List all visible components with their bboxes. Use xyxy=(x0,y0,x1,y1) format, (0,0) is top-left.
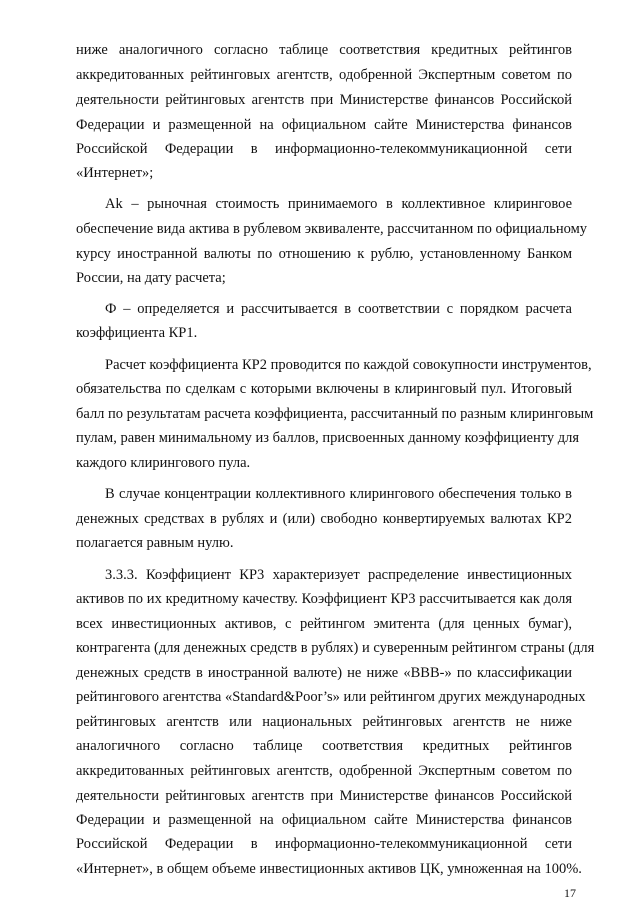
ak-definition-line xyxy=(105,194,572,214)
text-line-1: ниже аналогичного согласно таблице соответствия кредитных рейтингов xyxy=(76,42,572,58)
text-line-20: полагается равным нулю. xyxy=(76,535,234,551)
text-line-32: Российской Федерации в информационно-телекоммуникационной сети xyxy=(76,836,572,852)
text-line-2: аккредитованных рейтинговых агентств, одобренной Экспертным советом по xyxy=(76,67,572,83)
text-line-11: Ф – определяется и рассчитывается в соответствии с порядком расчета xyxy=(105,301,572,317)
text-line-5: Российской Федерации в информационно-телекоммуникационной сети xyxy=(76,141,572,157)
text-line-26: рейтингового агентства «Standard&Poor’s» или рейтингом других международных xyxy=(76,689,586,705)
text-line-8: обеспечение вида актива в рублевом эквиваленте, рассчитанном по официальному xyxy=(76,221,587,237)
text-line-21: 3.3.3. Коэффициент КР3 характеризует распределение инвестиционных xyxy=(105,567,572,583)
text-line-28: аналогичного согласно таблице соответствия кредитных рейтингов xyxy=(76,738,572,754)
text-line-16: пулам, равен минимальному из баллов, присвоенных данному коэффициенту для xyxy=(76,430,580,446)
text-line-33: «Интернет», в общем объеме инвестиционных активов ЦК, умноженная на 100%. xyxy=(76,861,582,877)
text-line-24: контрагента (для денежных средств в рублях) и суверенным рейтингом страны (для xyxy=(76,640,595,656)
text-line-27: рейтинговых агентств или национальных рейтинговых агентств не ниже xyxy=(76,714,572,730)
text-line-17: каждого клирингового пула. xyxy=(76,455,251,471)
text-line-18: В случае концентрации коллективного клирингового обеспечения только в xyxy=(105,486,572,502)
text-line-9: курсу иностранной валюты по отношению к рублю, установленному Банком xyxy=(76,246,572,262)
text-line-6: «Интернет»; xyxy=(76,165,154,181)
text-line-23: всех инвестиционных активов, с рейтингом эмитента (для ценных бумаг), xyxy=(76,616,572,632)
text-line-4: Федерации и размещенной на официальном сайте Министерства финансов xyxy=(76,117,572,133)
ak-symbol xyxy=(105,196,123,212)
text-line-25: денежных средств в иностранной валюте) не ниже «BBB-» по классификации xyxy=(76,665,572,681)
ak-subscript: k xyxy=(115,196,123,212)
text-line-12: коэффициента КР1. xyxy=(76,325,198,341)
page-number: 17 xyxy=(564,886,576,900)
ak-letter: A xyxy=(105,196,116,212)
text-line-15: балл по результатам расчета коэффициента, рассчитанный по разным клиринговым xyxy=(76,406,594,422)
ak-definition-text: – рыночная стоимость принимаемого в коллективное клиринговое xyxy=(122,196,572,212)
text-line-29: аккредитованных рейтинговых агентств, одобренной Экспертным советом по xyxy=(76,763,572,779)
text-line-3: деятельности рейтинговых агентств при Министерстве финансов Российской xyxy=(76,92,572,108)
text-line-19: денежных средствах в рублях и (или) свободно конвертируемых валютах КР2 xyxy=(76,511,572,527)
text-line-30: деятельности рейтинговых агентств при Министерстве финансов Российской xyxy=(76,788,572,804)
text-line-31: Федерации и размещенной на официальном сайте Министерства финансов xyxy=(76,812,572,828)
text-line-10: России, на дату расчета; xyxy=(76,270,226,286)
text-line-13: Расчет коэффициента КР2 проводится по каждой совокупности инструментов, xyxy=(105,357,592,373)
text-line-14: обязательства по сделкам с которыми включены в клиринговый пул. Итоговый xyxy=(76,381,572,397)
text-line-22: активов по их кредитному качеству. Коэффициент КР3 рассчитывается как доля xyxy=(76,591,572,607)
